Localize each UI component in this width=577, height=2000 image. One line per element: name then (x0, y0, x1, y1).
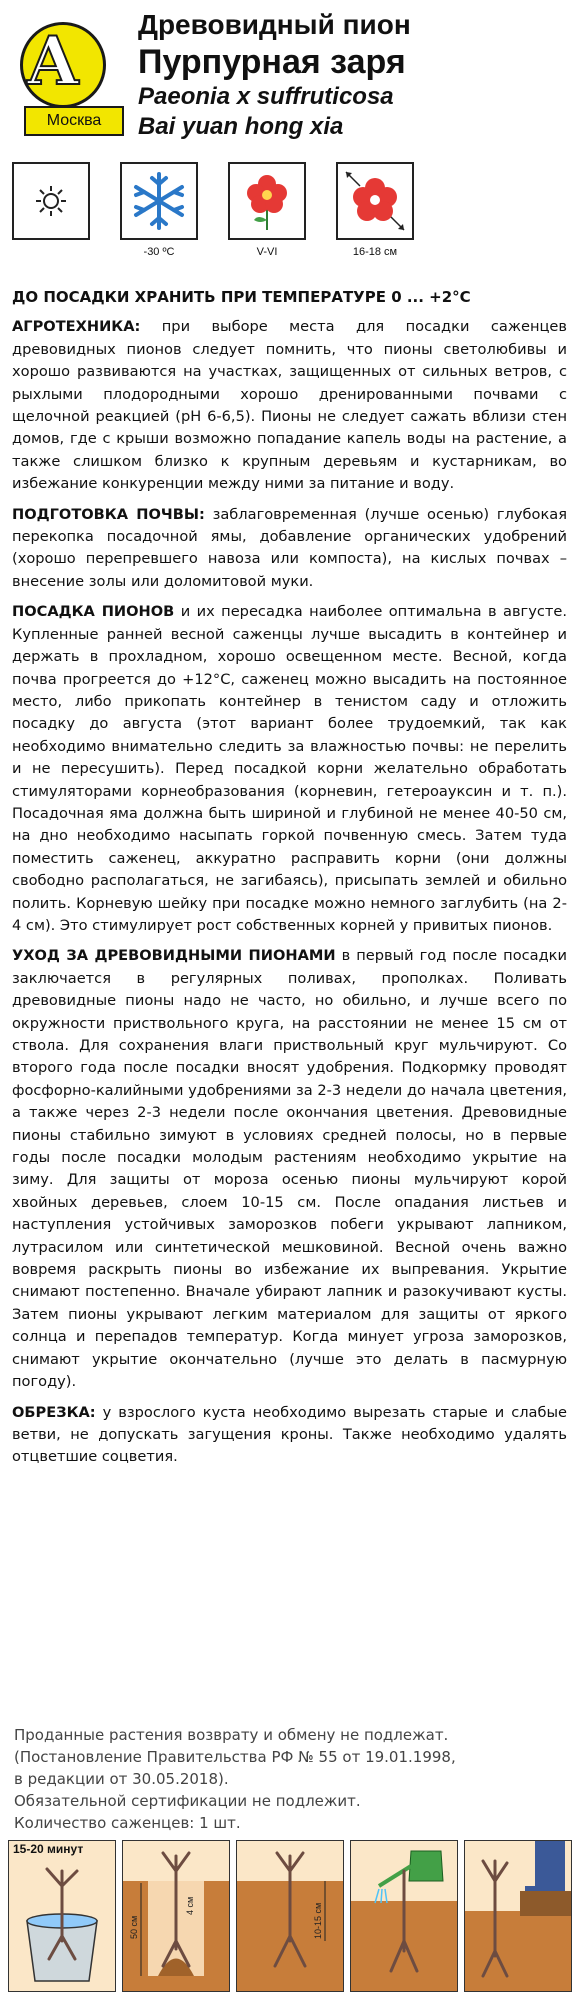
certification-line: Обязательной сертификации не подлежит. (14, 1792, 361, 1810)
section-pruning (12, 1402, 567, 1469)
step-mulch (464, 1840, 572, 1992)
step-dig (122, 1840, 230, 1992)
section-agrotechnics (12, 316, 567, 495)
legal-notice (14, 1724, 569, 1834)
section-heading: ПОДГОТОВКА ПОЧВЫ: (12, 505, 205, 523)
icon-caption: -30 ºС (143, 246, 175, 258)
section-heading: ОБРЕЗКА: (12, 1403, 96, 1421)
section-soil (12, 504, 567, 594)
section-planting (12, 601, 567, 937)
section-text: в первый год после посадки заключается в регулярных поливах, прополках. Поливать древовидные пионы надо не часто, но обильно, и лучше всего по окружности приствольного круга, на расстоянии не менее 15 см от ствола. Для сохранения влаги приствольный круг мульчируют. Со второго года после посадки вносят удобрения. Подкормку проводят фосфорно-калийными удобрениями за 2-3 недели до начала цветения, а также через 2-3 недели после окончания цветения. Древовидные пионы стабильно зимуют в условиях средней полосы, но в первые годы после посадки молодым растениям необходимо укрытие на зиму. Для защиты от мороза осенью пионы мульчируют корой хвойных деревьев, слоем 10-15 см. После опадания листьев и наступления устойчивых заморозков побеги укрывают лапником, лутрасилом или синтетической мешковиной. Весной очень важно вовремя раскрыть пионы во избежание их выпревания. Укрытие снимают постепенно. Вначале убирают лапник и разокучивают кусты. Затем пионы укрывают легким материалом для защиты от яркого солнца и перепадов температур. Когда минует угроза заморозков, снимают укрытие окончательно (лучше это делать в пасмурную погоду). (12, 947, 567, 1391)
step-plant (236, 1840, 344, 1992)
section-text: у взрослого куста необходимо вырезать старые и слабые ветви, не допускать загущения кроны. Также необходимо удалять отцветшие соцветия. (12, 1403, 567, 1466)
flower-size-icon (336, 162, 414, 240)
snowflake-icon (120, 162, 198, 240)
planting-steps (8, 1840, 573, 1990)
section-heading: ПОСАДКА ПИОНОВ (12, 603, 175, 621)
section-heading: АГРОТЕХНИКА: (12, 318, 141, 336)
section-text: и их пересадка наиболее оптимальна в августе. Купленные ранней весной саженцы лучше высадить в контейнер и держать в прохладном, хорошо освещенном месте. Весной, когда почва прогреется до +12°С, саженец можно высадить на постоянное место, либо прикопать контейнер в тенистом саду и отложить посадку до августа (этот вариант более трудоемкий, так как необходимо внимательно следить за влажностью почвы: не перелить и не пересушить). Перед посадкой корни желательно обработать стимуляторами корнеобразования (корневин, гетероауксин и т. п.). Посадочная яма должна быть шириной и глубиной не менее 40-50 см, на дно необходимо насыпать горкой почвенную смесь. Затем туда поместить саженец, аккуратно расправить корни (они должны свободно располагаться, не загибаясь), присыпать землей и обильно полить. Корневую шейку при посадке можно немного заглубить (на 2-4 см). Это стимулирует рост собственных корней у привитых пионов. (12, 603, 568, 934)
planting-pit-icon (123, 1841, 229, 1991)
icon-caption: 16-18 см (352, 246, 398, 258)
icon-cell-bloom (228, 162, 306, 258)
latin-name: Paeonia x suffruticosa (138, 83, 394, 110)
stem-distance-label: 10-15 см (313, 1902, 323, 1939)
sun-icon (12, 162, 90, 240)
icon-row (12, 162, 412, 280)
storage-note: ДО ПОСАДКИ ХРАНИТЬ ПРИ ТЕМПЕРАТУРЕ 0 ... +2°С (12, 288, 471, 306)
icon-caption: V-VI (256, 246, 278, 258)
step-soak (8, 1840, 116, 1992)
legal-line: Проданные растения возврату и обмену не подлежат. (14, 1726, 449, 1744)
logo-city: Москва (24, 106, 124, 136)
instructions (12, 286, 567, 1477)
product-type: Древовидный пион (138, 9, 411, 40)
legal-line: в редакции от 30.05.2018). (14, 1770, 229, 1788)
neck-depth-label: 4 см (185, 1896, 195, 1915)
legal-line: (Постановление Правительства РФ № 55 от 19.01.1998, (14, 1748, 456, 1766)
step-water (350, 1840, 458, 1992)
section-text: при выборе места для посадки саженцев древовидных пионов следует помнить, что пионы светолюбивы и хорошо развиваются на участках, защищенных от сильных ветров, с рыхлыми плодородными хорошо дренированными почвами с щелочной реакцией (pH 6-6,5). Пионы не следует сажать вблизи стен домов, где с крыши возможно попадание капель воды на растение, а также слишком близко к крупным деревьям и кустарникам, во избежание конкуренции между ними за питание и воду. (12, 318, 567, 493)
planted-seedling-icon (237, 1841, 343, 1991)
variety-name: Пурпурная заря (138, 43, 406, 81)
section-care (12, 945, 567, 1393)
boot-icon (465, 1841, 571, 1991)
section-heading: УХОД ЗА ДРЕВОВИДНЫМИ ПИОНАМИ (12, 947, 336, 965)
quantity-line: Количество саженцев: 1 шт. (14, 1814, 241, 1832)
pit-depth-label: 50 см (129, 1915, 139, 1939)
cultivar-name: Bai yuan hong xia (138, 113, 344, 140)
header (0, 0, 577, 150)
title-block (138, 8, 411, 142)
icon-cell-sun (12, 162, 90, 246)
watering-can-icon (351, 1841, 457, 1991)
icon-cell-frost (120, 162, 198, 258)
brand-logo (10, 22, 120, 140)
soak-time-label: 15-20 минут (13, 1842, 84, 1856)
flower-icon (228, 162, 306, 240)
logo-letter: А (26, 22, 80, 100)
section-text: заблаговременная (лучше осенью) глубокая перекопка посадочной ямы, добавление органических удобрений (хорошо перепревшего навоза или компоста), на кислых почвах – внесение золы или доломитовой муки. (12, 505, 567, 590)
bucket-icon (9, 1841, 115, 1991)
icon-cell-size (336, 162, 414, 258)
